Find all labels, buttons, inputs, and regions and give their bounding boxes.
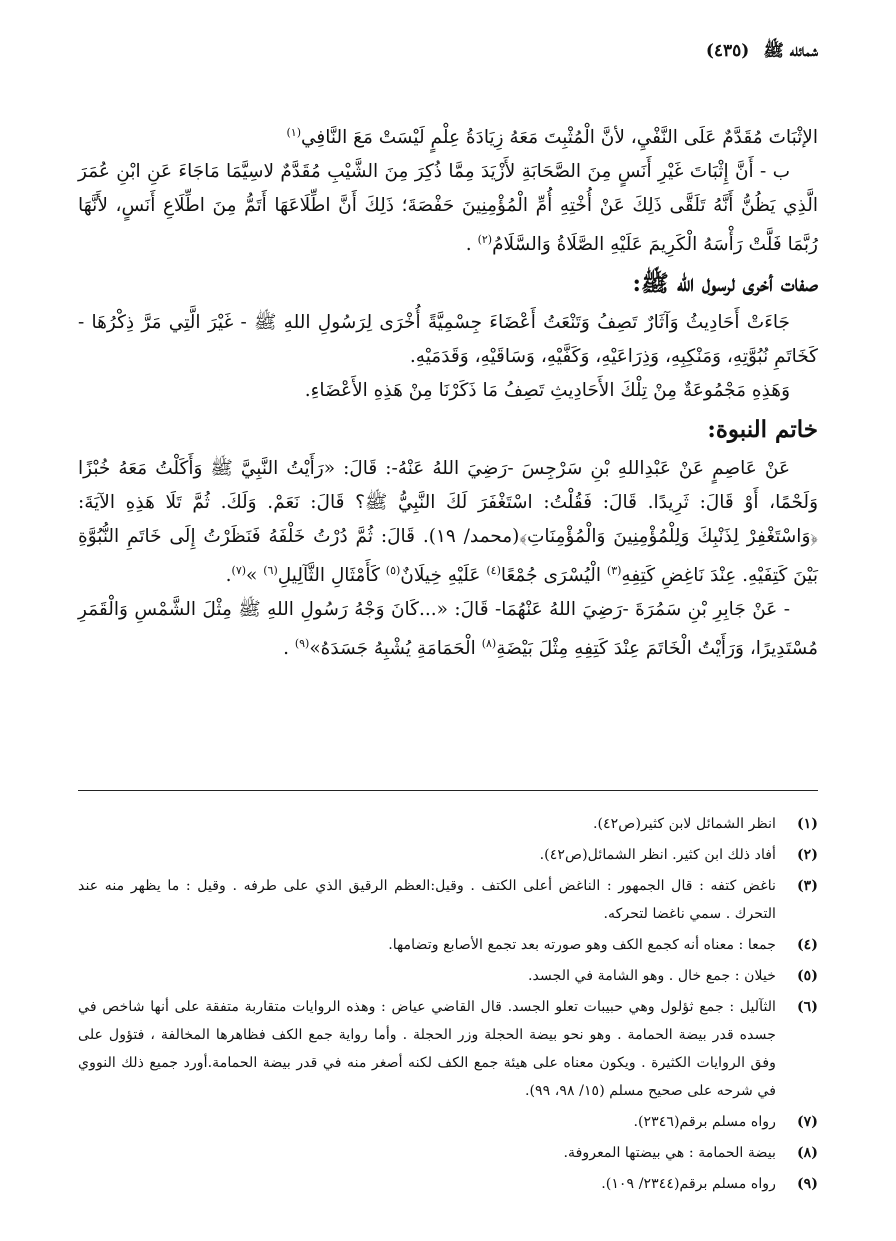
- footnote-ref-2: (٢): [477, 233, 493, 247]
- p5-text-c: عَلَيْهِ خِيلَانٌ: [400, 565, 487, 587]
- running-title: شمائله ﷺ: [763, 41, 818, 61]
- footnote-ref-9: (٩): [294, 637, 310, 651]
- footnote-text: رواه مسلم برقم(٢٣٤٦).: [633, 1114, 776, 1130]
- footnote-ref-4: (٤): [486, 564, 501, 578]
- section-heading-seal-of-prophethood: خاتم النبوة:: [707, 416, 818, 444]
- page-header: [78, 40, 818, 68]
- footnote-ref-8: (٨): [481, 637, 497, 651]
- p5-text-b: الْيُسْرَى جُمْعًا: [500, 565, 607, 587]
- p6-text-a: - عَنْ جَابِرِ بْنِ سَمُرَةَ -رَضِيَ اللهُ عَنْهُمَا- قَالَ: «...كَانَ وَجْهُ رَسُولِ اللهِ ﷺ مِثْلَ الشَّمْسِ وَالْقَمَرِ مُسْتَدِيرًا، وَرَأَيْتُ الْخَاتَمَ عِنْدَ كَتِفِهِ مِثْلَ بَيْضَةِ: [78, 599, 818, 660]
- p5-text-e: »: [246, 565, 264, 587]
- footnote-number: (٨): [796, 1145, 818, 1161]
- footnote-text: ناغض كتفه : قال الجمهور : الناغض أعلى الكتف . وقيل:العظم الرقيق الذي على طرفه . وقيل : ما يظهر منه عند التحرك . سمي ناغضا لتحركه.: [78, 878, 776, 922]
- footnote-text: خيلان : جمع خال . وهو الشامة في الجسد.: [528, 968, 776, 984]
- footnote-item: [78, 810, 818, 838]
- footnote-divider: [78, 790, 818, 791]
- p2-text: ب - أَنَّ إِثْبَاتَ غَيْرِ أَنَسٍ مِنَ الصَّحَابَةِ لأَزْيَدَ مِمَّا ذُكِرَ مِنَ الشَّيْبِ مُقَدَّمٌ لاسِيَّمَا مَاجَاءَ عَنِ ابْنِ عُمَرَ الَّذِي يَظُنُّ أَنَّهُ تَلَقَّى ذَلِكَ عَنْ أُخْتِهِ أُمِّ الْمُؤْمِنِينَ حَفْصَةَ؛ ذَلِكَ أَنَّ اطِّلَاعَهَا أَتَمُّ مِنَ اطِّلَاعِ أَنَسٍ، لأَنَّهَا رُبَّمَا فَلَّتْ رَأْسَهُ الْكَرِيمَ عَلَيْهِ الصَّلَاةُ وَالسَّلَامُ: [78, 161, 818, 256]
- footnote-item: [78, 931, 818, 959]
- paragraph-1: [78, 116, 818, 155]
- footnote-item: [78, 1139, 818, 1167]
- footnote-number: (٧): [796, 1114, 818, 1130]
- section-heading-other-attributes: صفات أخرى لرسول الله ﷺ:: [632, 270, 818, 298]
- footnote-ref-5: (٥): [385, 564, 401, 578]
- footnote-item: [78, 872, 818, 928]
- footnote-ref-3: (٣): [606, 564, 622, 578]
- p2-end: .: [465, 234, 478, 256]
- footnote-number: (٦): [796, 999, 818, 1015]
- footnote-text: أفاد ذلك ابن كثير. انظر الشمائل(ص٤٢).: [539, 847, 776, 863]
- footnote-ref-7: (٧): [231, 564, 247, 578]
- footnote-number: (٩): [796, 1176, 818, 1192]
- footnote-item: [78, 962, 818, 990]
- footnote-number: (٤): [796, 937, 818, 953]
- paragraph-3: جَاءَتْ أَحَادِيثُ وَآثَارٌ تَصِفُ وَتَنْعَتُ أَعْضَاءَ جِسْمِيَّةً أُخْرَى لِرَسُولِ اللهِ ﷺ - غَيْرَ الَّتِي مَرَّ ذِكْرُهَا - كَخَاتَمِ نُبُوَّتِهِ، وَمَنْكِبِهِ، وَذِرَاعَيْهِ، وَكَفَّيْهِ، وَسَاقَيْهِ، وَقَدَمَيْهِ.: [78, 312, 818, 368]
- footnote-ref-6: (٦): [263, 564, 278, 578]
- main-text: [78, 116, 818, 667]
- paragraph-5: [78, 452, 818, 593]
- footnote-number: (٣): [796, 878, 818, 894]
- footnote-text: انظر الشمائل لابن كثير(ص٤٢).: [593, 816, 776, 832]
- footnote-text: الثآليل : جمع ثؤلول وهي حبيبات تعلو الجسد. قال القاضي عياض : وهذه الروايات متقاربة متفقة على أنها شاخص في جسده قدر بيضة الحمامة . وهو نحو بيضة الحجلة وزر الحجلة . وأما رواية جمع الكف فظاهرها المخالفة ، فتؤول على وفق الروايات الكثيرة . ويكون معناه على هيئة جمع الكف لكنه أصغر منه في قدر بيضة الحمامة.أورد جميع ذلك النووي في شرحه على صحيح مسلم (١٥/ ٩٨، ٩٩).: [78, 999, 776, 1099]
- footnote-number: (١): [796, 816, 818, 832]
- p6-text-b: الْحَمَامَةِ يُشْبِهُ جَسَدَهُ»: [309, 638, 482, 660]
- footnote-text: بيضة الحمامة : هي بيضتها المعروفة.: [563, 1145, 776, 1161]
- footnote-item: [78, 993, 818, 1105]
- p1-text: الإثْبَاتَ مُقَدَّمٌ عَلَى النَّفْيِ، لأنَّ الْمُثْبِتَ مَعَهُ زِيَادَةُ عِلْمٍ لَيْسَتْ مَعَ النَّافِي: [300, 127, 818, 149]
- footnote-item: [78, 1170, 818, 1198]
- p5-text-a: عَنْ عَاصِمٍ عَنْ عَبْدِاللهِ بْنِ سَرْجِسَ -رَضِيَ اللهُ عَنْهُ-: قَالَ: «رَأَيْتُ النَّبِيَّ ﷺ وَأَكَلْتُ مَعَهُ خُبْزًا وَلَحْمًا، أَوْ قَالَ: ثَرِيدًا. قَالَ: فَقُلْتُ: اسْتَغْفَرَ لَكَ النَّبِيُّ ﷺ؟ قَالَ: نَعَمْ. وَلَكَ. ثُمَّ تَلَا هَذِهِ الآيَةَ: ﴿وَاسْتَغْفِرْ لِذَنْبِكَ وَلِلْمُؤْمِنِينَ وَالْمُؤْمِنَاتِ﴾(محمد/ ١٩). قَالَ: ثُمَّ دُرْتُ خَلْفَهُ فَنَظَرْتُ إِلَى خَاتَمِ النُّبُوَّةِ بَيْنَ كَتِفَيْهِ. عِنْدَ نَاغِضِ كَتِفِهِ: [78, 458, 818, 587]
- page-number: (٤٣٥): [705, 41, 750, 61]
- book-page: [78, 40, 818, 1211]
- footnote-text: رواه مسلم برقم(٢٣٤٤/ ١٠٩).: [601, 1176, 776, 1192]
- paragraph-2: [78, 155, 818, 262]
- footnote-ref-1: (١): [286, 126, 301, 139]
- footnote-item: [78, 1108, 818, 1136]
- p5-text-d: كَأَمْثَالِ الثَّآلِيلِ: [277, 565, 386, 587]
- paragraph-6: [78, 593, 818, 666]
- footnotes: [78, 810, 818, 1201]
- footnote-number: (٥): [796, 968, 818, 984]
- footnote-number: (٢): [796, 847, 818, 863]
- paragraph-4: وَهَذِهِ مَجْمُوعَةٌ مِنْ تِلْكَ الأَحَادِيثِ تَصِفُ مَا ذَكَرْنَا مِنْ هَذِهِ الأَعْضَاءِ.: [304, 380, 790, 402]
- p5-text-f: .: [225, 565, 232, 587]
- footnote-item: [78, 841, 818, 869]
- footnote-text: جمعا : معناه أنه كجمع الكف وهو صورته بعد تجمع الأصابع وتضامها.: [388, 937, 776, 953]
- p6-text-c: .: [283, 638, 295, 660]
